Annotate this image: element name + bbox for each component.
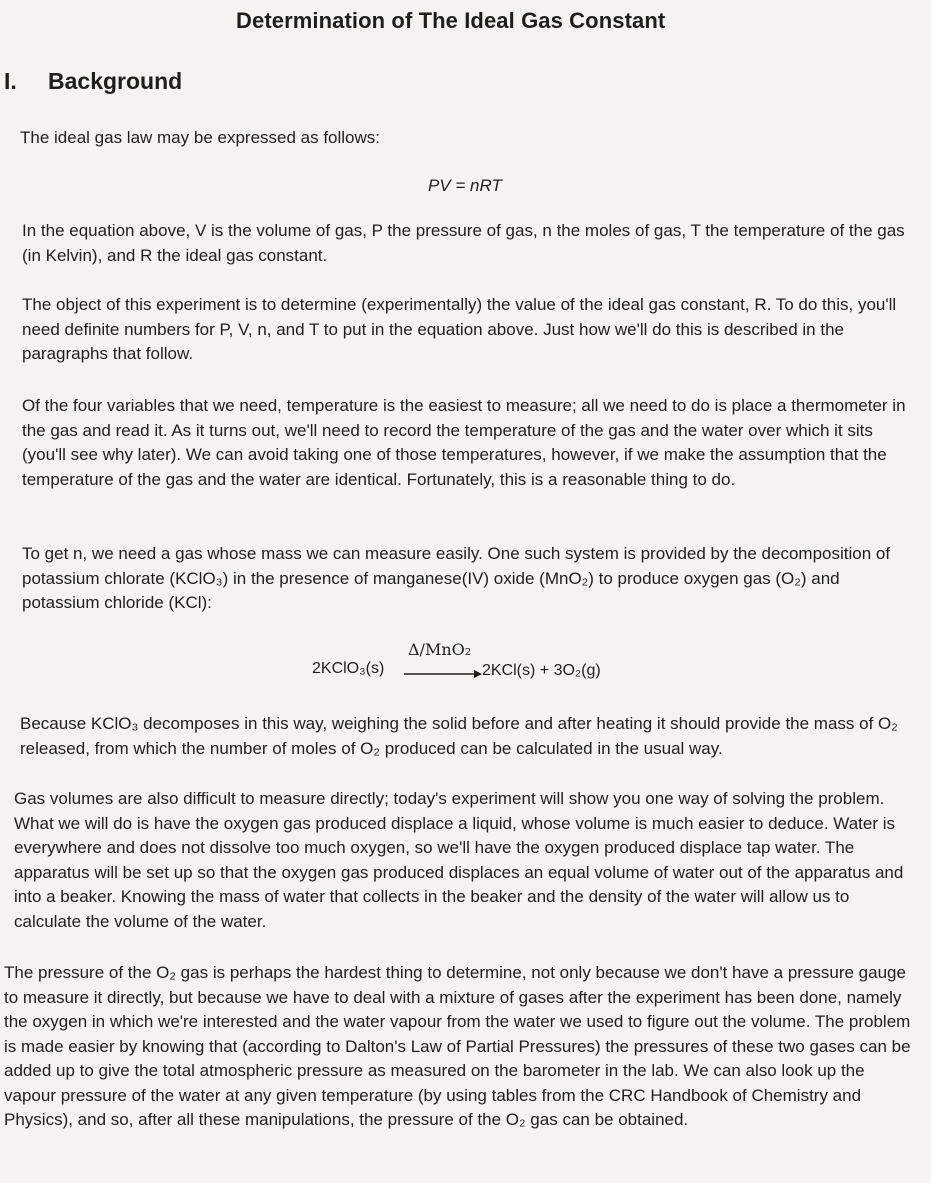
definitions-paragraph: In the equation above, V is the volume of gas, P the pressure of gas, n the moles of gas, T the temperature of the gas (in Kelvin), and R the ideal gas constant. <box>22 221 905 265</box>
pressure-paragraph: The pressure of the O₂ gas is perhaps the hardest thing to determine, not only because we don't have a pressure gauge to measure it directly, but because we have to deal with a mixture of gases after the experiment has been done, namely the oxygen in which we're interested and the water vapour from the water we used to figure out the volume. The problem is made easier by knowing that (according to Dalton's Law of Partial Pressures) the pressures of these two gases can be added up to give the total atmospheric pressure as measured on the barometer in the lab. We can also look up the vapour pressure of the water at any given temperature (by using tables from the CRC Handbook of Chemistry and Physics), and so, after all these manipulations, the pressure of the O₂ gas can be obtained. <box>4 963 911 1129</box>
intro-paragraph: The ideal gas law may be expressed as follows: <box>20 128 381 147</box>
reaction-catalyst-label: Δ/MnO₂ <box>408 640 472 659</box>
volume-paragraph: Gas volumes are also difficult to measure directly; today's experiment will show you one way of solving the problem. What we will do is have the oxygen gas produced displace a liquid, whose volume is much easier to deduce. Water is everywhere and does not dissolve too much oxygen, so we'll have the oxygen produced displace tap water. The apparatus will be set up so that the oxygen gas produced displaces an equal volume of water out of the apparatus and into a beaker. Knowing the mass of water that collects in the beaker and the density of the water will allow us to calculate the volume of the water. <box>14 789 904 931</box>
section-title: Background <box>48 68 183 94</box>
reaction-products: 2KCl(s) + 3O₂(g) <box>482 662 601 679</box>
ideal-gas-equation: PV = nRT <box>428 176 502 195</box>
reaction-arrow-icon <box>402 668 482 680</box>
objective-paragraph: The object of this experiment is to determine (experimentally) the value of the ideal gas constant, R. To do this, you'll need definite numbers for P, V, n, and T to put in the equation above. Just how we'll do this is described in the paragraphs that follow. <box>22 295 897 363</box>
decomposition-reaction <box>312 640 652 690</box>
temperature-paragraph: Of the four variables that we need, temperature is the easiest to measure; all we need to do is place a thermometer in the gas and read it. As it turns out, we'll need to record the temperature of the gas and the water over which it sits (you'll see why later). We can avoid taking one of those temperatures, however, if we make the assumption that the temperature of the gas and the water are identical. Fortunately, this is a reasonable thing to do. <box>22 396 906 489</box>
mass-paragraph: Because KClO₃ decomposes in this way, weighing the solid before and after heating it should provide the mass of O₂ released, from which the number of moles of O₂ produced can be calculated in the usual way. <box>20 714 898 758</box>
reaction-reactants: 2KClO₃(s) <box>312 660 385 677</box>
moles-paragraph: To get n, we need a gas whose mass we can measure easily. One such system is provided by the decomposition of potassium chlorate (KClO₃) in the presence of manganese(IV) oxide (MnO₂) to produce oxygen gas (O₂) and potassium chloride (KCl): <box>22 544 891 612</box>
section-number: I. <box>4 68 17 94</box>
document-title: Determination of The Ideal Gas Constant <box>236 8 666 33</box>
section-heading <box>4 68 182 95</box>
